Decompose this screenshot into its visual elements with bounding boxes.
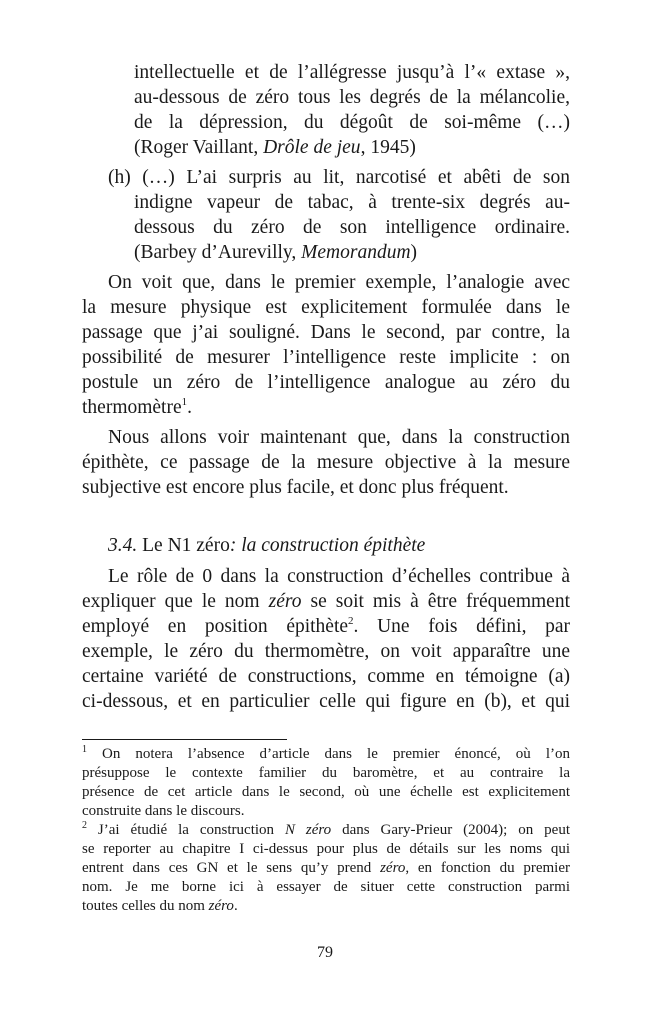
section-number: 3.4. bbox=[108, 535, 138, 556]
section-title: : la construction épithète bbox=[229, 535, 426, 556]
footnote-marker: 1 bbox=[82, 744, 87, 755]
paragraph-line: subjective est encore plus facile, et donc plus fréquent. bbox=[82, 477, 509, 498]
quote-h-line: (h) (…) L’ai surpris au lit, narcotisé et abêti de son bbox=[108, 167, 570, 188]
footnote-divider bbox=[82, 739, 287, 740]
paragraph-line: Le rôle de 0 dans la construction d’échelles contribue à bbox=[108, 566, 570, 587]
quote-g-line: au-dessous de zéro tous les degrés de la mélancolie, bbox=[134, 87, 570, 108]
quote-g-citation: (Roger Vaillant, Drôle de jeu, 1945) bbox=[134, 137, 416, 158]
quote-h-citation: (Barbey d’Aurevilly, Memorandum) bbox=[134, 242, 418, 263]
footnote-line: $^2$ J’ai étudié la construction N zéro dans Gary-Prieur (2004); on peut bbox=[82, 820, 570, 838]
paragraph-line: Nous allons voir maintenant que, dans la construction bbox=[108, 427, 570, 448]
quote-h-line: indigne vapeur de tabac, à trente-six degrés au- bbox=[134, 192, 570, 213]
paragraph-line: ci-dessous, et en particulier celle qui figure en (b), et qui bbox=[82, 691, 570, 712]
footnote-ref[interactable]: 2 bbox=[348, 615, 354, 627]
section-heading bbox=[82, 533, 570, 558]
quote-g-line: intellectuelle et de l’allégresse jusqu’à l’« extase », bbox=[134, 62, 570, 83]
footnote-line: construite dans le discours. bbox=[82, 803, 245, 819]
page-number: 79 bbox=[317, 944, 333, 961]
footnotes bbox=[82, 745, 570, 916]
paragraph-line: possibilité de mesurer l’intelligence reste implicite : on bbox=[82, 347, 570, 368]
paragraph-line: On voit que, dans le premier exemple, l’analogie avec bbox=[108, 272, 570, 293]
paragraph-line: thermomètre$^1$. bbox=[82, 396, 192, 418]
paragraph-line: certaine variété de constructions, comme en témoigne (a) bbox=[82, 666, 570, 687]
footnote-2 bbox=[82, 821, 570, 916]
paragraph-line: la mesure physique est explicitement formulée dans le bbox=[82, 297, 570, 318]
footnote-line: $^1$ On notera l’absence d’article dans le premier énoncé, où l’on bbox=[82, 744, 570, 762]
footnote-1 bbox=[82, 745, 570, 821]
paragraph-line: expliquer que le nom zéro se soit mis à être fréquemment bbox=[82, 591, 570, 612]
paragraph-line: employé en position épithète$^2$. Une fois défini, par bbox=[82, 615, 570, 637]
footnote-ref[interactable]: 1 bbox=[181, 396, 188, 408]
footnote-line: présence de cet article dans le second, où une échelle est explicitement bbox=[82, 784, 570, 800]
paragraph-line: passage que j’ai souligné. Dans le second, par contre, la bbox=[82, 322, 570, 343]
quote-g bbox=[82, 60, 570, 160]
quote-h bbox=[82, 165, 570, 265]
footnote-line: nom. Je me borne ici à essayer de situer cette construction parmi bbox=[82, 879, 570, 895]
paragraph-line: postule un zéro de l’intelligence analogue au zéro du bbox=[82, 372, 570, 393]
paragraph-3 bbox=[82, 564, 570, 714]
work-title: Drôle de jeu bbox=[263, 137, 361, 158]
paragraph-1 bbox=[82, 270, 570, 420]
quote-g-line: de la dépression, du dégoût de soi-même (…) bbox=[134, 112, 570, 133]
footnote-line: toutes celles du nom zéro. bbox=[82, 898, 238, 914]
paragraph-2 bbox=[82, 425, 570, 500]
work-title: Memorandum bbox=[301, 242, 411, 263]
footnote-line: présuppose le contexte familier du baromètre, et au contraire la bbox=[82, 765, 570, 781]
footnote-line: entrent dans ces GN et le sens qu’y prend zéro, en fonction du premier bbox=[82, 860, 570, 876]
quote-h-line: dessous du zéro de son intelligence ordinaire. bbox=[134, 217, 570, 238]
paragraph-line: exemple, le zéro du thermomètre, on voit apparaître une bbox=[82, 641, 570, 662]
footnote-line: se reporter au chapitre I ci-dessus pour plus de détails sur les noms qui bbox=[82, 841, 570, 857]
section-label: Le N1 zéro bbox=[137, 535, 230, 556]
footnote-marker: 2 bbox=[82, 820, 87, 831]
paragraph-line: épithète, ce passage de la mesure objective à la mesure bbox=[82, 452, 570, 473]
page-body bbox=[82, 60, 570, 714]
